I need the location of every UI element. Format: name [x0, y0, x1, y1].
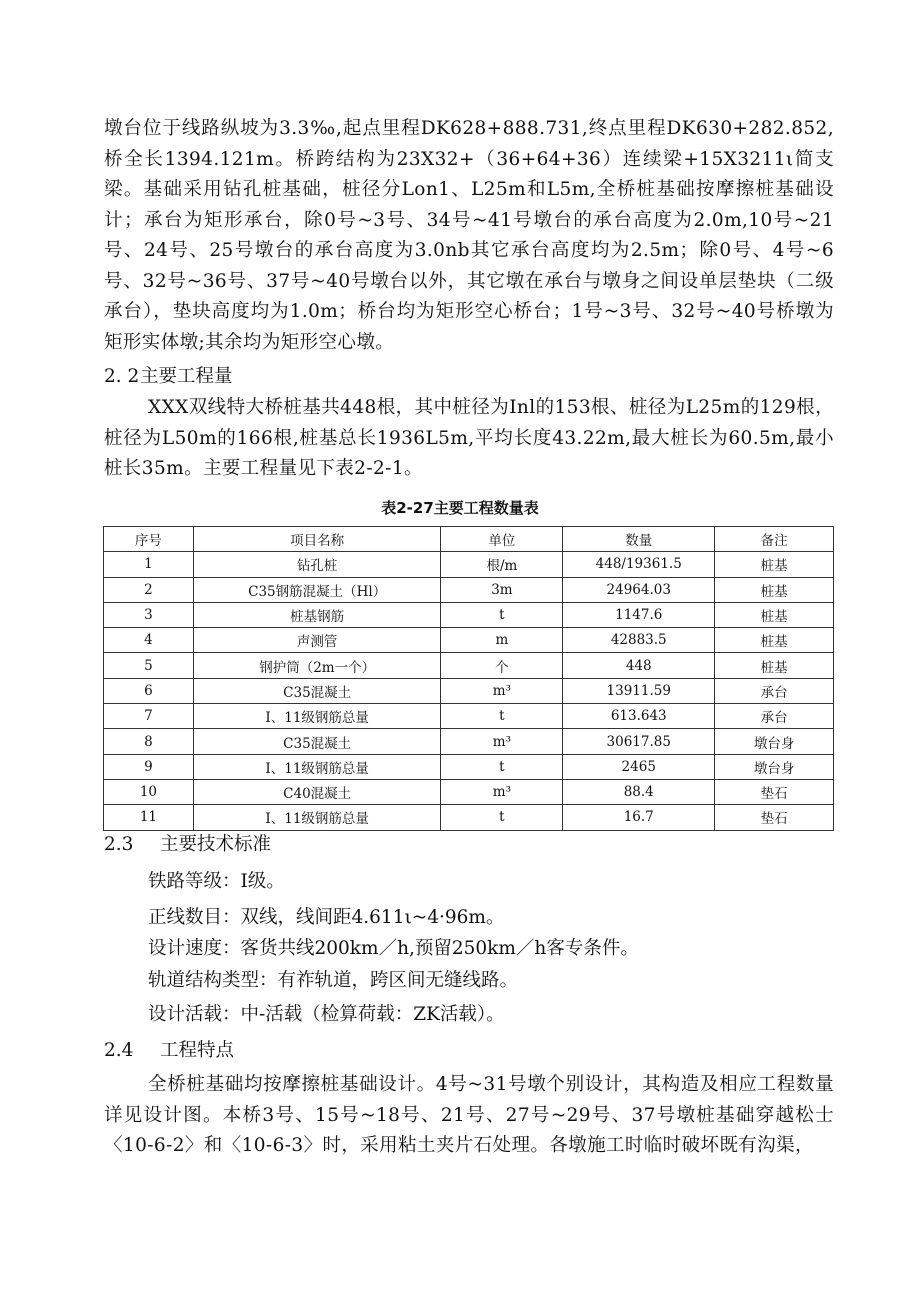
table-cell: 6	[104, 678, 194, 703]
table-cell: 根/m	[441, 552, 563, 577]
table-cell: 桩基	[715, 602, 834, 627]
table-row	[104, 653, 834, 678]
table-cell: 4	[104, 628, 194, 653]
table-cell: 垫石	[715, 779, 834, 804]
standard-design-speed: 设计速度：客货共线200km／h,预留250km／h客专条件。	[148, 938, 639, 959]
header-cell: 备注	[715, 527, 834, 552]
table-cell: t	[441, 805, 563, 830]
table-row	[104, 552, 834, 577]
table-cell: 1147.6	[563, 602, 715, 627]
section-number: 2.4	[104, 1040, 134, 1061]
table-cell: t	[441, 602, 563, 627]
table-cell: 16.7	[563, 805, 715, 830]
quantity-paragraph: XXX双线特大桥桩基共448根，其中桩径为Inl的153根、桩径为L25m的129根，桩径为L50m的166根,桩基总长1936L5m,平均长度43.22m,最大桩长为60.5m,最小桩长35m。主要工程量见下表2-2-1。	[104, 397, 834, 479]
table-cell: 声测管	[193, 628, 441, 653]
standard-track-structure: 轨道结构类型：有祚轨道，跨区间无缝线路。	[148, 970, 519, 991]
table-header-row	[104, 527, 834, 552]
table-cell: 个	[441, 653, 563, 678]
table-cell: 2465	[563, 754, 715, 779]
table-cell: 垫石	[715, 805, 834, 830]
table-row	[104, 577, 834, 602]
table-cell: 桩基	[715, 552, 834, 577]
table-cell: 桩基钢筋	[193, 602, 441, 627]
section-heading-2-2	[104, 363, 233, 391]
table-cell: 桩基	[715, 577, 834, 602]
table-row	[104, 704, 834, 729]
table-cell: 5	[104, 653, 194, 678]
table-cell: 2	[104, 577, 194, 602]
table-cell: t	[441, 704, 563, 729]
table-cell: 桩基	[715, 628, 834, 653]
table-cell: 墩台身	[715, 729, 834, 754]
table-row	[104, 602, 834, 627]
table-cell: 墩台身	[715, 754, 834, 779]
table-cell: 24964.03	[563, 577, 715, 602]
table-cell: 3m	[441, 577, 563, 602]
table-cell: 88.4	[563, 779, 715, 804]
table-row	[104, 779, 834, 804]
section-heading-2-3	[104, 831, 271, 859]
table-cell: I、11级钢筋总量	[193, 754, 441, 779]
section-title: 主要工程量	[140, 366, 233, 387]
table-cell: I、11级钢筋总量	[193, 704, 441, 729]
table-cell: 30617.85	[563, 729, 715, 754]
table-row	[104, 628, 834, 653]
table-cell: 10	[104, 779, 194, 804]
section-number: 2.3	[104, 834, 134, 855]
table-cell: 8	[104, 729, 194, 754]
header-cell: 序号	[104, 527, 194, 552]
table-cell: 448/19361.5	[563, 552, 715, 577]
table-row	[104, 729, 834, 754]
table-row	[104, 805, 834, 830]
table-cell: 613.643	[563, 704, 715, 729]
table-cell: 448	[563, 653, 715, 678]
table-row	[104, 754, 834, 779]
intro-paragraph: 墩台位于线路纵坡为3.3‰,起点里程DK628+888.731,终点里程DK630+282.852,桥全长1394.121m。桥跨结构为23X32+（36+64+36）连续梁+15X3211ι简支梁。基础采用钻孔桩基础，桩径分Lon1、L25m和L5m,全桥桩基础按摩擦桩基础设计；承台为矩形承台，除0号~3号、34号~41号墩台的承台高度为2.0m,10号~21号、24号、25号墩台的承台高度为3.0nb其它承台高度均为2.5m；除0号、4号~6号、32号~36号、37号~40号墩台以外，其它墩在承台与墩身之间设单层垫块（二级承台），垫块高度均为1.0m；桥台均为矩形空心桥台；1号~3号、32号~40号桥墩为矩形实体墩;其余均为矩形空心墩。	[104, 118, 834, 353]
table-cell: 42883.5	[563, 628, 715, 653]
table-cell: t	[441, 754, 563, 779]
table-cell: 桩基	[715, 653, 834, 678]
section-title: 工程特点	[160, 1040, 235, 1061]
header-cell: 单位	[441, 527, 563, 552]
table-cell: I、11级钢筋总量	[193, 805, 441, 830]
header-cell: 数量	[563, 527, 715, 552]
table-cell: 13911.59	[563, 678, 715, 703]
table-caption: 表2-27主要工程数量表	[381, 499, 539, 517]
section-number: 2. 2	[104, 366, 140, 387]
table-cell: m³	[441, 729, 563, 754]
table-cell: C35钢筋混凝土（Hl）	[193, 577, 441, 602]
table-cell: 钻孔桩	[193, 552, 441, 577]
table-cell: 承台	[715, 678, 834, 703]
table-cell: m	[441, 628, 563, 653]
table-cell: 9	[104, 754, 194, 779]
section-heading-2-4	[104, 1037, 234, 1065]
table-cell: 3	[104, 602, 194, 627]
table-cell: 7	[104, 704, 194, 729]
table-cell: C40混凝土	[193, 779, 441, 804]
table-cell: C35混凝土	[193, 729, 441, 754]
table-cell: 钢护筒（2m一个）	[193, 653, 441, 678]
standard-railway-grade: 铁路等级：I级。	[148, 871, 285, 892]
standard-main-lines: 正线数目：双线，线间距4.611ι~4·96m。	[148, 907, 505, 928]
header-cell: 项目名称	[193, 527, 441, 552]
table-cell: m³	[441, 678, 563, 703]
table-cell: 1	[104, 552, 194, 577]
standard-design-load: 设计活载：中-活载（检算荷载：ZK活载）。	[148, 1004, 505, 1025]
table-row	[104, 678, 834, 703]
table-cell: m³	[441, 779, 563, 804]
table-cell: 承台	[715, 704, 834, 729]
features-paragraph: 全桥桩基础均按摩擦桩基础设计。4号~31号墩个别设计，其构造及相应工程数量详见设计图。本桥3号、15号~18号、21号、27号~29号、37号墩桩基础穿越松士〈10-6-2〉和〈10-6-3〉时，采用粘土夹片石处理。各墩施工时临时破坏既有沟渠，	[104, 1074, 834, 1156]
section-title: 主要技术标准	[160, 834, 272, 855]
table-cell: C35混凝土	[193, 678, 441, 703]
quantity-table	[103, 526, 834, 831]
table-cell: 11	[104, 805, 194, 830]
